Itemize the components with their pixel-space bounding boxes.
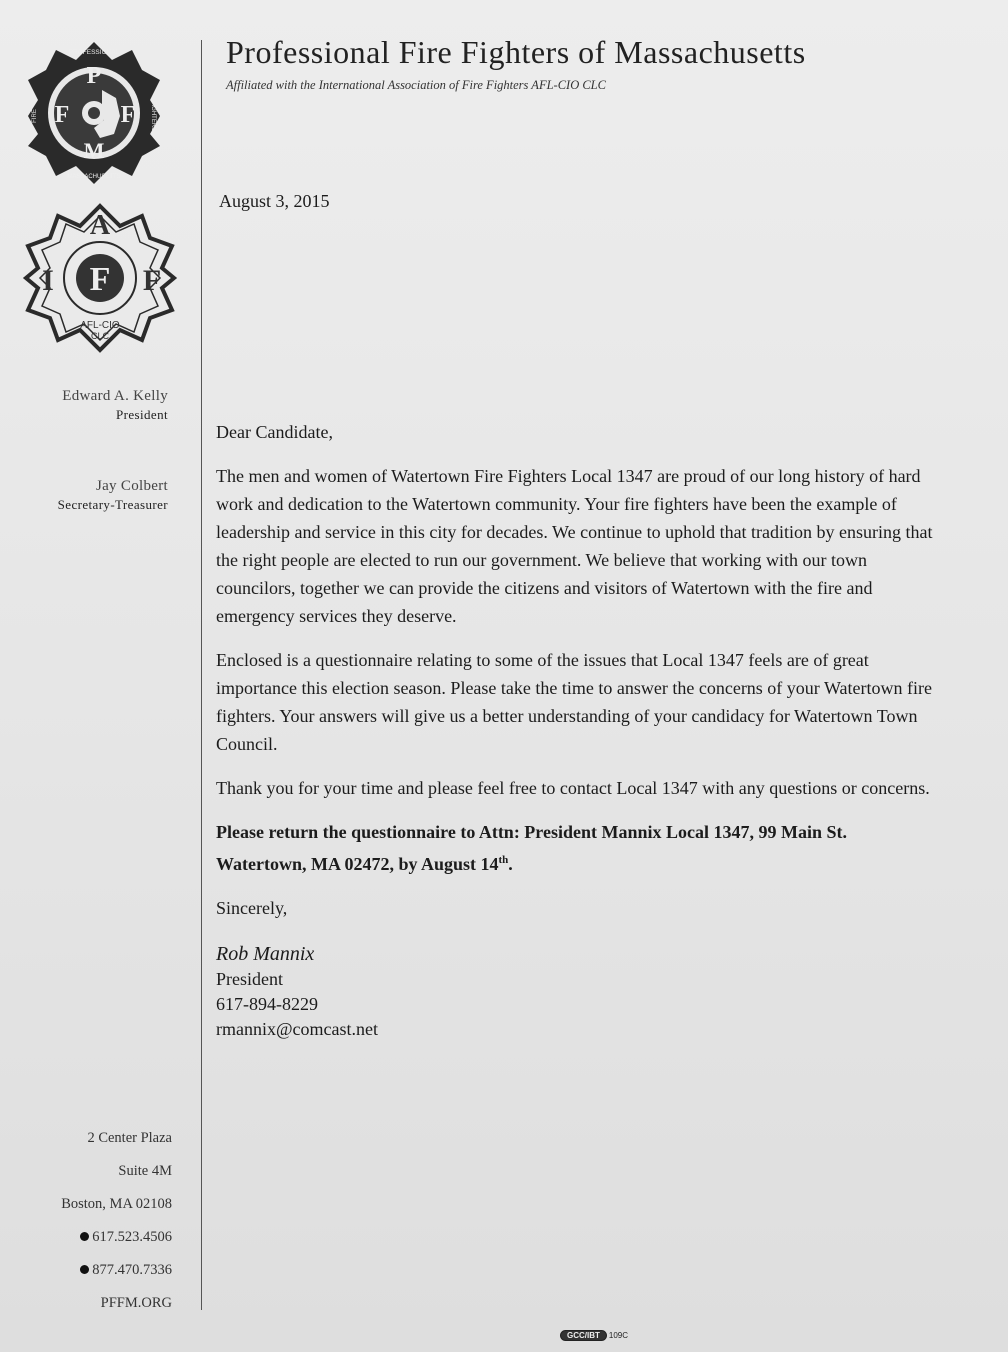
address-city: Boston, MA 02108	[61, 1196, 172, 1212]
pffm-bottom-text: MASSACHUSETTS	[67, 174, 121, 180]
letter-date: August 3, 2015	[219, 191, 330, 211]
address-phone-1	[61, 1221, 172, 1254]
iaff-logo	[22, 200, 178, 356]
officer-name: Jay Colbert	[95, 478, 168, 494]
address-block	[61, 1122, 172, 1320]
salutation: Dear Candidate,	[216, 422, 333, 442]
letter-body	[216, 418, 936, 1042]
phone-bullet-icon	[80, 1232, 89, 1241]
union-bug-label: GCC/IBT	[560, 1330, 607, 1341]
signature-phone: 617-894-8229	[216, 994, 318, 1014]
union-bug-number: 109C	[608, 1331, 629, 1340]
signature-title: President	[216, 969, 283, 989]
signature-block	[216, 942, 936, 1042]
address-suite: Suite 4M	[118, 1163, 172, 1179]
vertical-rule	[201, 40, 202, 1310]
pffm-letter-f2: F	[120, 102, 136, 128]
iaff-letter-i: I	[42, 264, 54, 297]
return-notice-sup: th	[498, 854, 509, 866]
paragraph: Enclosed is a questionnaire relating to some of the issues that Local 1347 feels are of great importance this election season. Please take the time to answer the concerns of your Watertown fire fighters. Your answers will give us a better understanding of your candidacy for Watertown Town Council.	[216, 650, 932, 754]
officer-title: President	[116, 407, 168, 422]
paragraph: Thank you for your time and please feel free to contact Local 1347 with any questions or concerns.	[216, 778, 930, 798]
return-notice	[216, 818, 936, 878]
iaff-letter-f: F	[142, 264, 162, 297]
signature-name: Rob Mannix	[216, 943, 315, 965]
iaff-letter-center: F	[89, 261, 111, 298]
officer-secretary	[58, 478, 168, 513]
address-street: 2 Center Plaza	[87, 1130, 172, 1146]
officer-title: Secretary-Treasurer	[57, 497, 168, 512]
org-affiliation: Affiliated with the International Association of Fire Fighters AFL-CIO CLC	[226, 78, 606, 92]
paragraph: The men and women of Watertown Fire Fighters Local 1347 are proud of our long history of hard work and dedication to the Watertown community. Your fire fighters have been the example of leadership and service in this city for decades. We continue to uphold that tradition by ensuring that the right people are elected to run our government. We believe that working with our town councilors, together we can provide the citizens and visitors of Watertown with the fire and emergency services they deserve.	[216, 466, 933, 626]
signature-email: rmannix@comcast.net	[216, 1019, 379, 1039]
phone-2-text: 877.470.7336	[92, 1262, 172, 1278]
officer-name: Edward A. Kelly	[62, 388, 168, 404]
phone-bullet-icon	[80, 1265, 89, 1274]
pffm-letter-p: P	[86, 63, 102, 89]
website: PFFM.ORG	[100, 1295, 172, 1311]
org-title: Professional Fire Fighters of Massachusetts	[226, 34, 806, 70]
pffm-letter-f1: F	[54, 102, 70, 128]
closing: Sincerely,	[216, 898, 288, 918]
iaff-bottom-text: AFL-CIO	[80, 320, 120, 331]
pffm-logo	[24, 38, 164, 188]
iaff-letter-a: A	[89, 210, 111, 241]
pffm-letter-m: M	[83, 138, 105, 163]
pffm-top-text: PROFESSIONAL	[68, 49, 120, 56]
address-phone-2	[61, 1254, 172, 1287]
pffm-right-text: FIGHTERS	[150, 100, 156, 132]
pffm-left-text: FIRE	[32, 109, 38, 123]
return-notice-text: Please return the questionnaire to Attn: President Mannix Local 1347, 99 Main St. Watertown, MA 02472, by August 14	[216, 822, 847, 874]
phone-1-text: 617.523.4506	[92, 1229, 172, 1245]
union-bug	[560, 1330, 628, 1341]
iaff-bottom-text-2: CLC	[90, 331, 110, 341]
return-notice-end: .	[508, 854, 513, 874]
officer-president	[62, 388, 168, 423]
